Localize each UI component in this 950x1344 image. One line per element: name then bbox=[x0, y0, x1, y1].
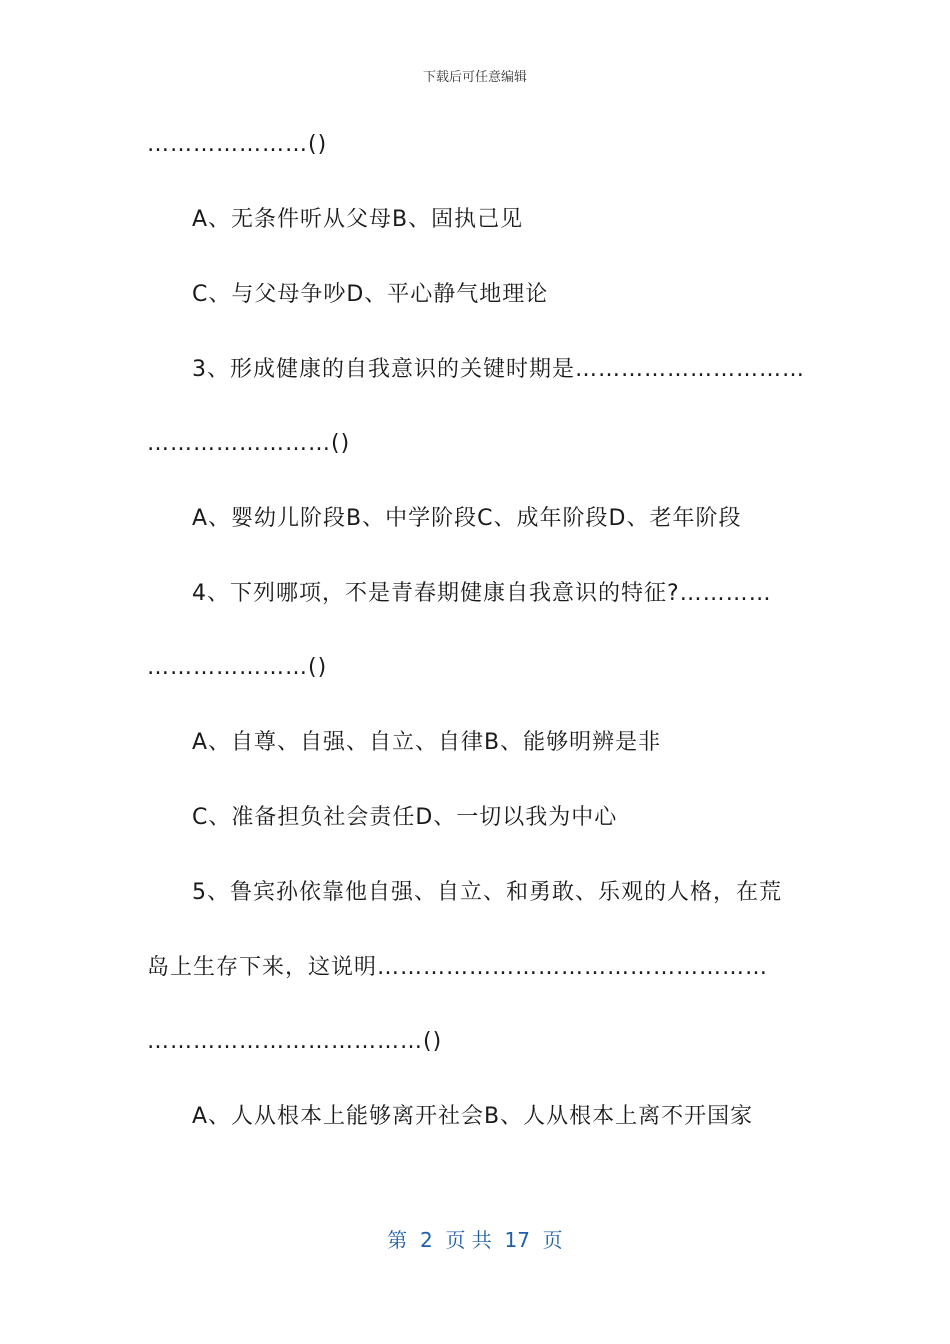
question-2-answer-blank: …………………() bbox=[147, 132, 328, 157]
question-4-answer-blank: …………………() bbox=[147, 655, 328, 680]
question-2-options-cd: C、与父母争吵D、平心静气地理论 bbox=[192, 282, 549, 307]
page-number-footer: 第 2 页 共 17 页 bbox=[387, 1228, 563, 1252]
question-3-answer-blank: ……………………() bbox=[147, 431, 351, 456]
page-header: 下载后可任意编辑 bbox=[422, 70, 527, 85]
question-3-options: A、婴幼儿阶段B、中学阶段C、成年阶段D、老年阶段 bbox=[192, 506, 742, 531]
question-4-options-cd: C、准备担负社会责任D、一切以我为中心 bbox=[192, 805, 618, 830]
question-5-text-line-1: 5、鲁宾孙依靠他自强、自立、和勇敢、乐观的人格，在荒 bbox=[192, 880, 782, 905]
question-4-text: 4、下列哪项，不是青春期健康自我意识的特征?………… bbox=[192, 581, 772, 606]
question-5-text-line-2: 岛上生存下来，这说明…………………………………………… bbox=[147, 955, 769, 980]
question-4-options-ab: A、自尊、自强、自立、自律B、能够明辨是非 bbox=[192, 730, 662, 755]
question-2-options-ab: A、无条件听从父母B、固执己见 bbox=[192, 207, 524, 232]
question-5-options-ab: A、人从根本上能够离开社会B、人从根本上离不开国家 bbox=[192, 1104, 754, 1129]
question-5-answer-blank: ………………………………() bbox=[147, 1029, 443, 1054]
question-3-text: 3、形成健康的自我意识的关键时期是………………………… bbox=[192, 357, 805, 382]
